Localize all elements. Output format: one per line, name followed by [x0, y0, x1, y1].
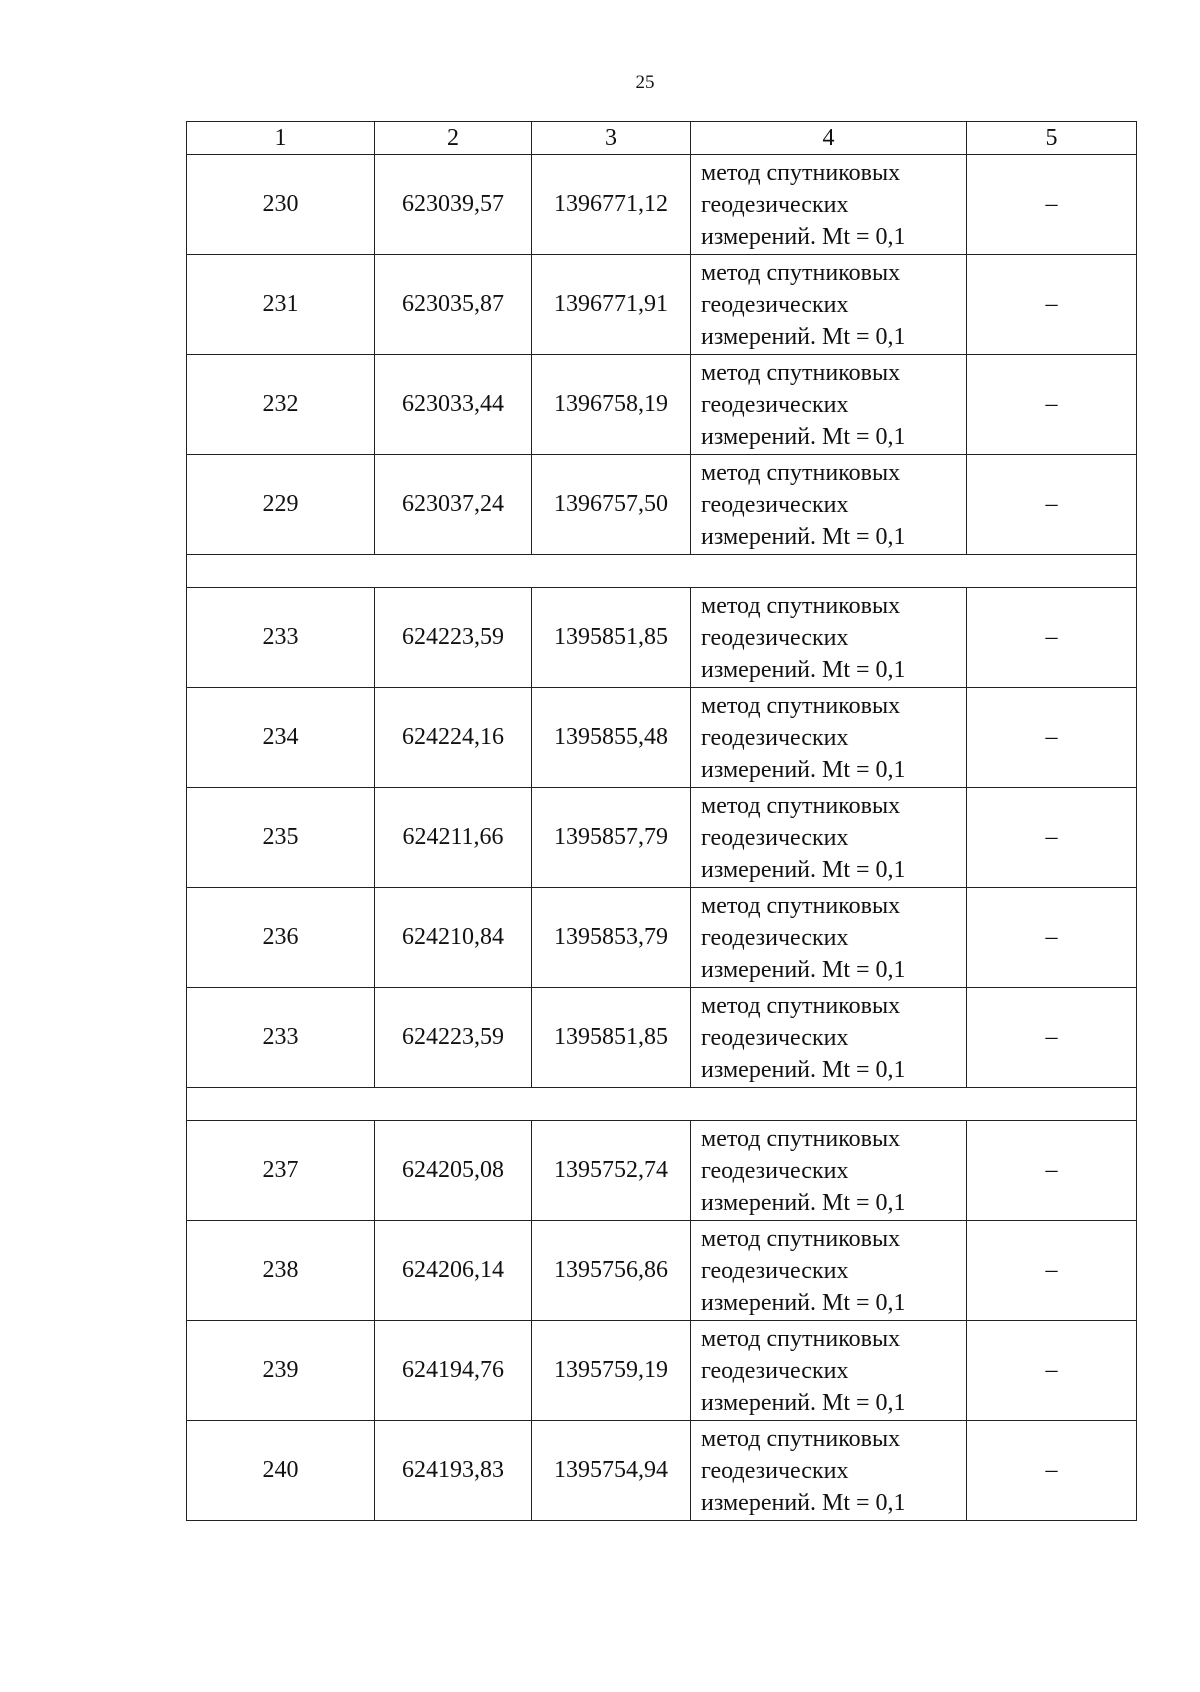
x-coordinate-cell: 623035,87 — [375, 255, 532, 355]
header-row — [187, 122, 1137, 155]
table-row — [187, 355, 1137, 455]
method-line: измерений. Mt = 0,1 — [701, 223, 906, 250]
method-line: геодезических — [701, 624, 849, 651]
table-row — [187, 1221, 1137, 1321]
method-line: геодезических — [701, 1157, 849, 1184]
table-row — [187, 688, 1137, 788]
x-coordinate-cell: 624193,83 — [375, 1421, 532, 1521]
method-cell — [691, 888, 967, 988]
method-line: измерений. Mt = 0,1 — [701, 1289, 906, 1316]
method-line: измерений. Mt = 0,1 — [701, 1056, 906, 1083]
method-line: геодезических — [701, 1357, 849, 1384]
y-coordinate-cell: 1395857,79 — [532, 788, 691, 888]
y-coordinate-cell: 1395752,74 — [532, 1121, 691, 1221]
x-coordinate-cell: 624194,76 — [375, 1321, 532, 1421]
point-number-cell: 233 — [187, 588, 375, 688]
method-cell — [691, 155, 967, 255]
point-number-cell: 239 — [187, 1321, 375, 1421]
y-coordinate-cell: 1396757,50 — [532, 455, 691, 555]
point-number-cell: 229 — [187, 455, 375, 555]
y-coordinate-cell: 1395855,48 — [532, 688, 691, 788]
y-coordinate-cell: 1395759,19 — [532, 1321, 691, 1421]
note-cell: – — [967, 888, 1137, 988]
method-line: измерений. Mt = 0,1 — [701, 1389, 906, 1416]
y-coordinate-cell: 1396758,19 — [532, 355, 691, 455]
method-line: геодезических — [701, 491, 849, 518]
x-coordinate-cell: 624224,16 — [375, 688, 532, 788]
contour-separator-row — [187, 555, 1137, 588]
note-cell: – — [967, 688, 1137, 788]
method-line: метод спутниковых — [701, 459, 901, 486]
method-line: геодезических — [701, 191, 849, 218]
method-line: метод спутниковых — [701, 1325, 901, 1352]
note-cell: – — [967, 1221, 1137, 1321]
x-coordinate-cell: 624211,66 — [375, 788, 532, 888]
note-cell: – — [967, 1421, 1137, 1521]
note-cell: – — [967, 588, 1137, 688]
x-coordinate-cell: 624223,59 — [375, 988, 532, 1088]
point-number-cell: 233 — [187, 988, 375, 1088]
point-number-cell: 238 — [187, 1221, 375, 1321]
method-cell — [691, 788, 967, 888]
table-row — [187, 455, 1137, 555]
method-line: измерений. Mt = 0,1 — [701, 523, 906, 550]
method-line: измерений. Mt = 0,1 — [701, 423, 906, 450]
method-line: измерений. Mt = 0,1 — [701, 956, 906, 983]
page-number: 25 — [635, 72, 655, 93]
method-line: метод спутниковых — [701, 159, 901, 186]
table-row — [187, 988, 1137, 1088]
method-line: измерений. Mt = 0,1 — [701, 756, 906, 783]
method-line: геодезических — [701, 391, 849, 418]
point-number-cell: 232 — [187, 355, 375, 455]
method-line: геодезических — [701, 1257, 849, 1284]
x-coordinate-cell: 623033,44 — [375, 355, 532, 455]
method-cell — [691, 1221, 967, 1321]
method-cell — [691, 988, 967, 1088]
y-coordinate-cell: 1395851,85 — [532, 588, 691, 688]
method-line: геодезических — [701, 1024, 849, 1051]
y-coordinate-cell: 1395754,94 — [532, 1421, 691, 1521]
table-row — [187, 1321, 1137, 1421]
y-coordinate-cell: 1396771,91 — [532, 255, 691, 355]
y-coordinate-cell: 1395756,86 — [532, 1221, 691, 1321]
header-col-2: 2 — [375, 122, 532, 155]
table-body — [187, 155, 1137, 1521]
point-number-cell: 231 — [187, 255, 375, 355]
method-cell — [691, 1321, 967, 1421]
method-cell — [691, 688, 967, 788]
method-line: метод спутниковых — [701, 992, 901, 1019]
table-row — [187, 888, 1137, 988]
method-cell — [691, 588, 967, 688]
note-cell: – — [967, 155, 1137, 255]
separator-cell — [187, 555, 1137, 588]
method-line: метод спутниковых — [701, 1425, 901, 1452]
method-line: метод спутниковых — [701, 1225, 901, 1252]
y-coordinate-cell: 1395851,85 — [532, 988, 691, 1088]
y-coordinate-cell: 1395853,79 — [532, 888, 691, 988]
table-row — [187, 255, 1137, 355]
method-line: метод спутниковых — [701, 792, 901, 819]
header-col-5: 5 — [967, 122, 1137, 155]
note-cell: – — [967, 255, 1137, 355]
y-coordinate-cell: 1396771,12 — [532, 155, 691, 255]
x-coordinate-cell: 624210,84 — [375, 888, 532, 988]
contour-separator-row — [187, 1088, 1137, 1121]
method-line: измерений. Mt = 0,1 — [701, 1189, 906, 1216]
method-line: геодезических — [701, 1457, 849, 1484]
table-row — [187, 1421, 1137, 1521]
note-cell: – — [967, 455, 1137, 555]
point-number-cell: 236 — [187, 888, 375, 988]
note-cell: – — [967, 355, 1137, 455]
point-number-cell: 234 — [187, 688, 375, 788]
note-cell: – — [967, 788, 1137, 888]
point-number-cell: 237 — [187, 1121, 375, 1221]
table-row — [187, 1121, 1137, 1221]
method-cell — [691, 255, 967, 355]
header-col-4: 4 — [691, 122, 967, 155]
method-line: измерений. Mt = 0,1 — [701, 1489, 906, 1516]
table-row — [187, 588, 1137, 688]
method-cell — [691, 455, 967, 555]
x-coordinate-cell: 624223,59 — [375, 588, 532, 688]
x-coordinate-cell: 624206,14 — [375, 1221, 532, 1321]
method-cell — [691, 355, 967, 455]
note-cell: – — [967, 988, 1137, 1088]
table-row — [187, 155, 1137, 255]
table-header — [187, 122, 1137, 155]
point-number-cell: 230 — [187, 155, 375, 255]
method-line: измерений. Mt = 0,1 — [701, 656, 906, 683]
separator-cell — [187, 1088, 1137, 1121]
method-line: метод спутниковых — [701, 592, 901, 619]
point-number-cell: 235 — [187, 788, 375, 888]
method-line: геодезических — [701, 824, 849, 851]
method-line: метод спутниковых — [701, 259, 901, 286]
method-line: метод спутниковых — [701, 359, 901, 386]
x-coordinate-cell: 623037,24 — [375, 455, 532, 555]
x-coordinate-cell: 623039,57 — [375, 155, 532, 255]
method-line: геодезических — [701, 291, 849, 318]
coordinates-table — [186, 121, 1137, 1521]
method-line: геодезических — [701, 924, 849, 951]
method-line: метод спутниковых — [701, 892, 901, 919]
header-col-1: 1 — [187, 122, 375, 155]
method-line: метод спутниковых — [701, 692, 901, 719]
note-cell: – — [967, 1321, 1137, 1421]
method-cell — [691, 1121, 967, 1221]
method-cell — [691, 1421, 967, 1521]
x-coordinate-cell: 624205,08 — [375, 1121, 532, 1221]
method-line: измерений. Mt = 0,1 — [701, 856, 906, 883]
method-line: метод спутниковых — [701, 1125, 901, 1152]
point-number-cell: 240 — [187, 1421, 375, 1521]
note-cell: – — [967, 1121, 1137, 1221]
header-col-3: 3 — [532, 122, 691, 155]
table-row — [187, 788, 1137, 888]
method-line: геодезических — [701, 724, 849, 751]
method-line: измерений. Mt = 0,1 — [701, 323, 906, 350]
